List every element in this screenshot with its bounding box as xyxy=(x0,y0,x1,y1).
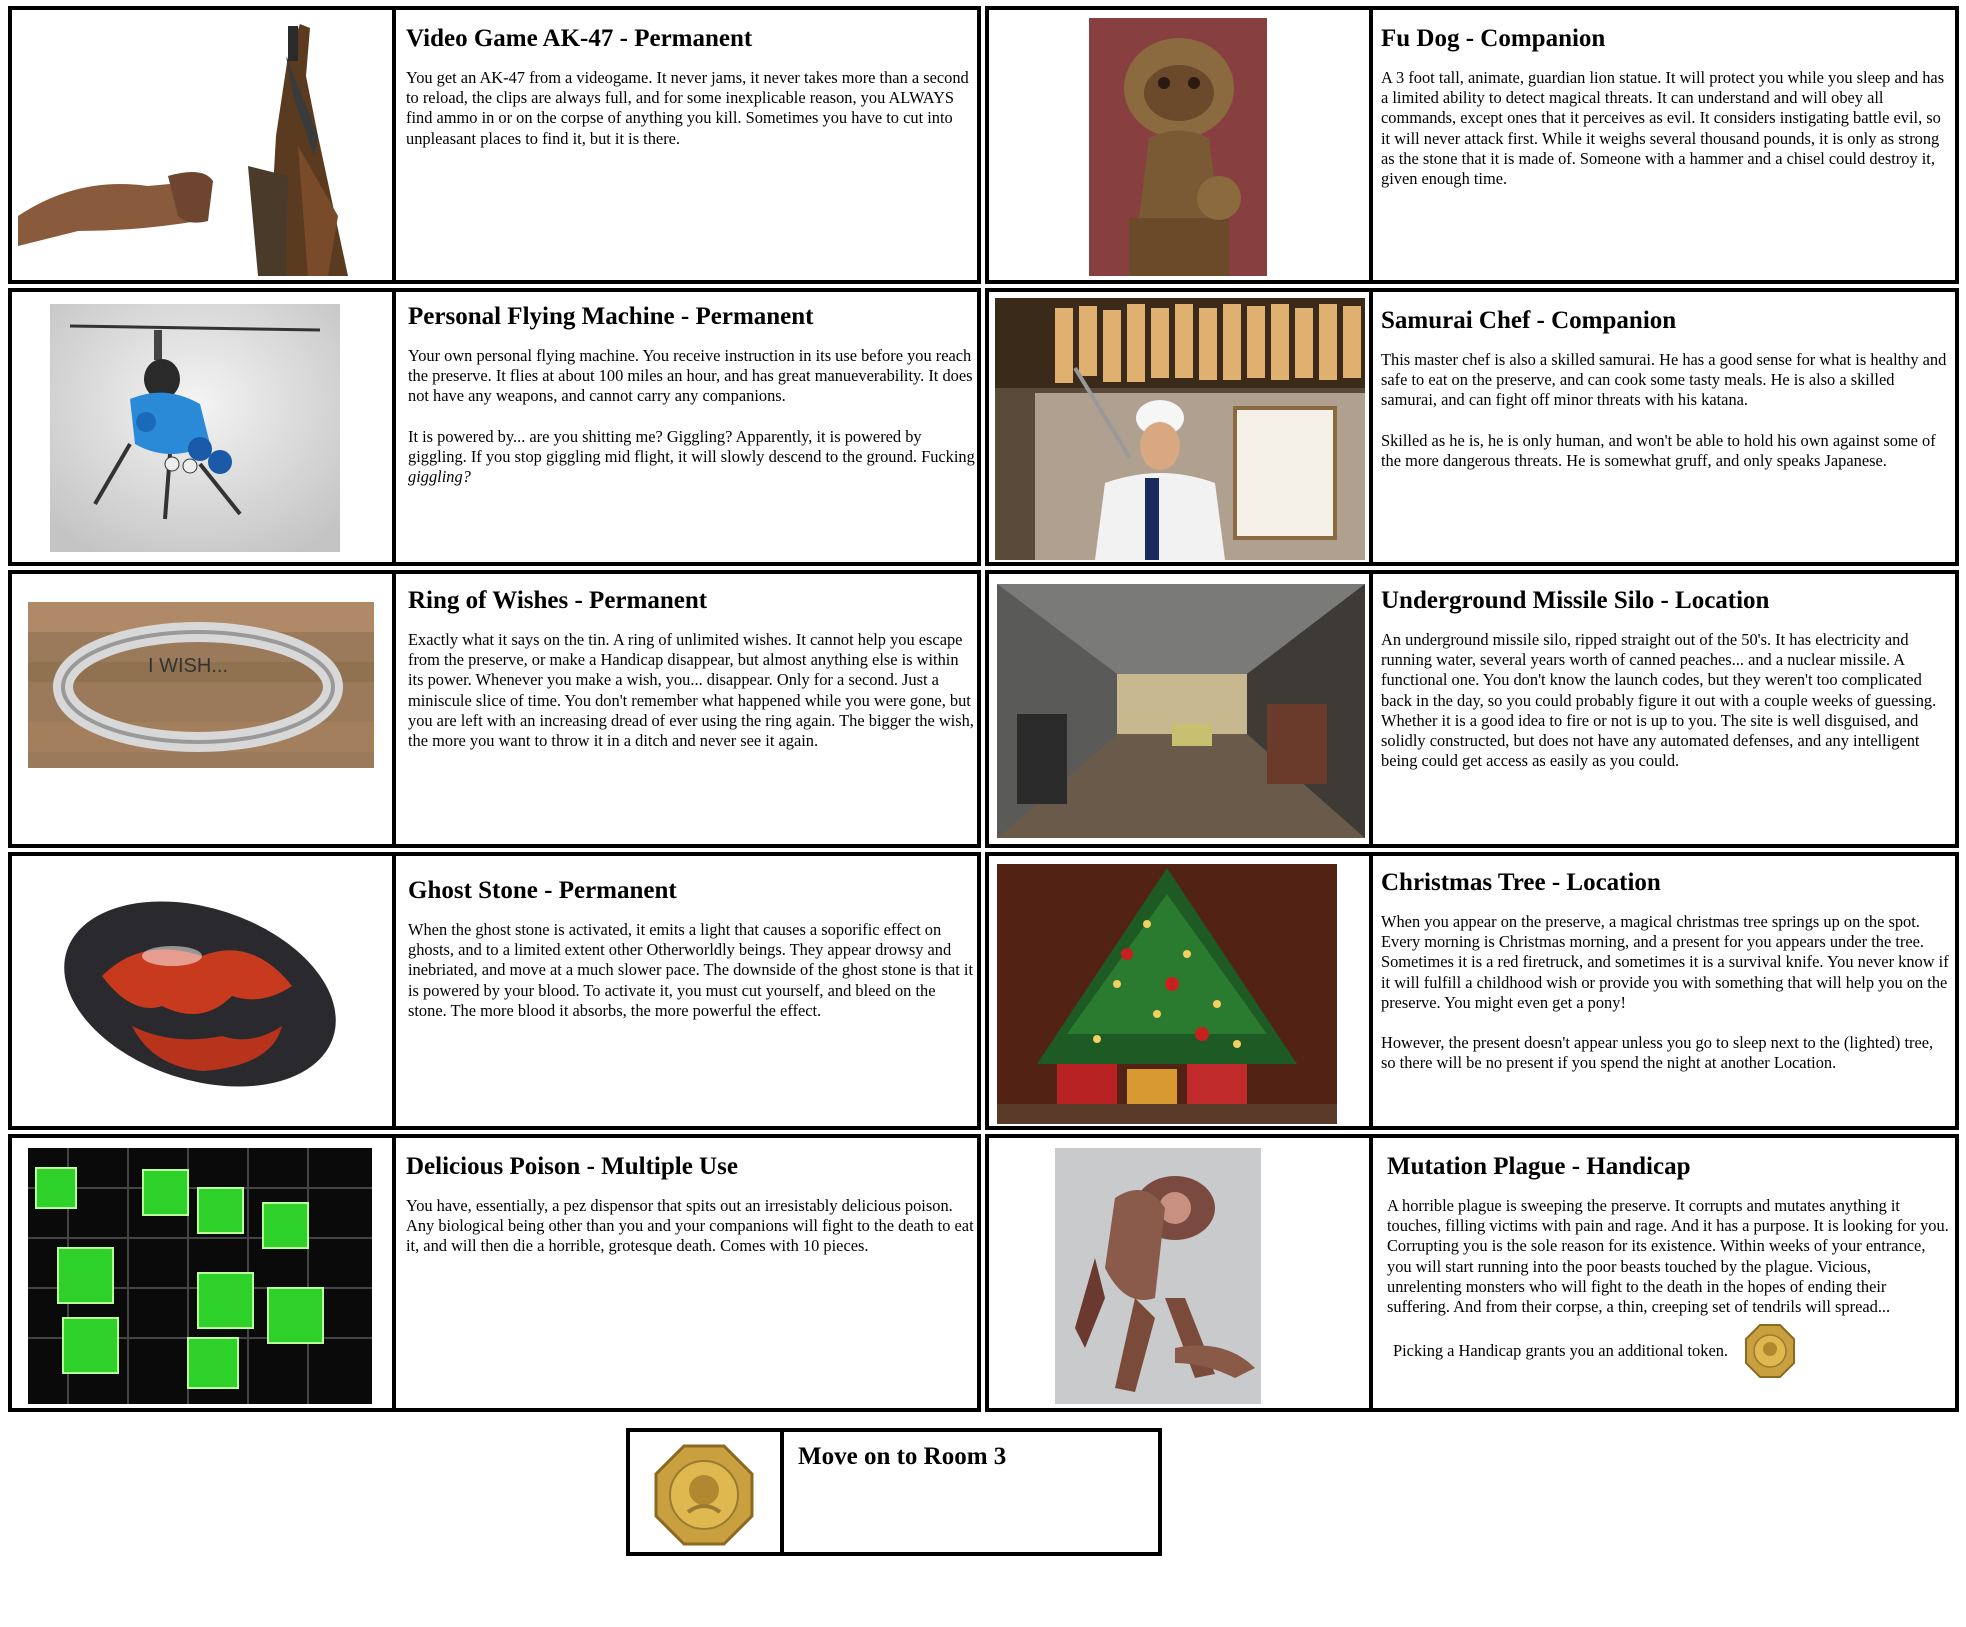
card-title: Video Game AK-47 - Permanent xyxy=(406,25,753,52)
card-ghost-stone[interactable] xyxy=(8,852,981,1130)
card-samurai-chef[interactable] xyxy=(985,288,1959,566)
flying-machine-icon xyxy=(50,304,340,552)
ghost-stone-icon xyxy=(52,896,348,1092)
card-text xyxy=(408,586,978,751)
card-title: Fu Dog - Companion xyxy=(1381,25,1606,52)
gold-coin-icon xyxy=(1744,1323,1796,1379)
ak47-rifle-icon xyxy=(18,16,386,276)
card-text xyxy=(408,302,978,487)
card-image xyxy=(1055,1148,1261,1404)
card-text xyxy=(408,876,978,1021)
card-image xyxy=(52,896,348,1092)
card-image xyxy=(18,16,386,276)
card-image xyxy=(997,864,1337,1124)
card-title: Samurai Chef - Companion xyxy=(1381,307,1677,334)
green-cubes-icon xyxy=(28,1148,372,1404)
missile-silo-icon xyxy=(997,584,1365,838)
card-title: Christmas Tree - Location xyxy=(1381,869,1661,896)
samurai-chef-icon xyxy=(995,298,1365,560)
card-description: A 3 foot tall, animate, guardian lion statue. It will protect you while you sleep and has a limited ability to detect magical threats. It can understand and will obey all commands, except ones that it perceives as evil. It considers instigating battle evil, so it will never attack first. While it weighs several thousand pounds, it is only as strong as the stone that it is made of. Someone with a hammer and a chisel could destroy it, given enough time. xyxy=(1381,68,1945,189)
mutant-creature-icon xyxy=(1055,1148,1261,1404)
card-image xyxy=(997,584,1365,838)
card-text xyxy=(406,1152,978,1257)
card-description: A horrible plague is sweeping the preserve. It corrupts and mutates anything it touches, filling victims with pain and rage. And it has a purpose. It is looking for you. Corrupting you is the sole reason for its existence. Within weeks of your entrance, you will start running into the poor beasts touched by the plague. Vicious, unrelenting monsters who will fight to the death in the hopes of ending their suffering. And from their corpse, a thin, creeping set of tendrils will spread... xyxy=(1387,1196,1949,1317)
card-text xyxy=(1387,1152,1949,1379)
lion-statue-icon xyxy=(1089,18,1267,276)
card-text xyxy=(1381,868,1949,1073)
card-text xyxy=(1381,24,1949,189)
card-title: Delicious Poison - Multiple Use xyxy=(406,1153,738,1180)
ring-engraving: I WISH... xyxy=(148,655,228,677)
card-image xyxy=(28,1148,372,1404)
card-mutation-plague[interactable] xyxy=(985,1134,1959,1412)
wish-ring-icon xyxy=(28,602,374,768)
card-title: Underground Missile Silo - Location xyxy=(1381,587,1770,614)
card-title: Personal Flying Machine - Permanent xyxy=(408,303,814,330)
card-description: When the ghost stone is activated, it emits a light that causes a soporific effect on ghosts, and to a limited extent other Otherworldly beings. They appear drowsy and inebriated, and move at a much slower pace. The downside of the ghost stone is that it is powered by your blood. To activate it, you must cut yourself, and bleed on the stone. The more blood it absorbs, the more powerful the effect. xyxy=(408,920,974,1020)
card-ak47[interactable] xyxy=(8,6,981,284)
card-ring-of-wishes[interactable] xyxy=(8,570,981,848)
card-christmas-tree[interactable] xyxy=(985,852,1959,1130)
footer-image xyxy=(652,1442,756,1548)
token-note xyxy=(1387,1323,1949,1379)
card-description: An underground missile silo, ripped straight out of the 50's. It has electricity and running water, several years worth of canned peaches... and a nuclear missile. A functional one. You don't know the launch codes, but they weren't too complicated back in the day, so you could probably figure it out with a couple weeks of guessing. Whether it is a good idea to fire or not is up to you. The site is well disguised, and solidly constructed, but does not have any automated defenses, and any intelligent being could get access as easily as you could. xyxy=(1381,630,1937,771)
gold-coin-icon xyxy=(652,1442,756,1548)
christmas-tree-icon xyxy=(997,864,1337,1124)
card-missile-silo[interactable] xyxy=(985,570,1959,848)
card-image xyxy=(995,298,1365,560)
card-description: Exactly what it says on the tin. A ring of unlimited wishes. It cannot help you escape from the preserve, or make a Handicap disappear, but almost anything else is within its power. Whenever you make a wish, you... disappear. Only for a second. Just a miniscule slice of time. You don't remember what happened while you were gone, but you are left with an increasing dread of ever using the ring again. The bigger the wish, the more you want to throw it in a ditch and never see it again. xyxy=(408,630,974,751)
card-flying-machine[interactable] xyxy=(8,288,981,566)
card-description: You have, essentially, a pez dispensor that spits out an irresistably delicious poison. Any biological being other than you and your companions will fight to the death to eat it, and will then die a horrible, grotesque death. Comes with 10 pieces. xyxy=(406,1196,974,1256)
card-title: Ghost Stone - Permanent xyxy=(408,877,677,904)
footer-text xyxy=(798,1442,1148,1486)
card-title: Mutation Plague - Handicap xyxy=(1387,1153,1691,1180)
card-fu-dog[interactable] xyxy=(985,6,1959,284)
card-description: This master chef is also a skilled samurai. He has a good sense for what is healthy and safe to eat on the preserve, and can cook some tasty meals. He is also a skilled samurai, and can fight off minor threats with his katana. Skilled as he is, he is only human, and won't be able to hold his own against some of the more dangerous threats. He is somewhat gruff, and only speaks Japanese. xyxy=(1381,350,1947,470)
card-title: Ring of Wishes - Permanent xyxy=(408,587,708,614)
card-image xyxy=(50,304,340,552)
move-on-room-3-card[interactable] xyxy=(626,1428,1162,1556)
card-text xyxy=(1381,586,1949,771)
token-note-text: Picking a Handicap grants you an additional token. xyxy=(1393,1341,1729,1361)
card-text xyxy=(406,24,978,149)
footer-title: Move on to Room 3 xyxy=(798,1443,1007,1470)
card-description: You get an AK-47 from a videogame. It never jams, it never takes more than a second to reload, the clips are always full, and for some inexplicable reason, you ALWAYS find ammo in or on the corpse of anything you kill. Sometimes you have to cut into unpleasant places to find it, but it is there. xyxy=(406,68,969,148)
card-text xyxy=(1381,306,1949,471)
card-image xyxy=(1089,18,1267,276)
card-description: Your own personal flying machine. You receive instruction in its use before you reach the preserve. It flies at about 100 miles an hour, and has great manueverability. It does not have any weapons, and cannot carry any companions. It is powered by... are you shitting me? Giggling? Apparently, it is powered by giggling. If you stop giggling mid flight, it will slowly descend to the ground. Fucking giggling? xyxy=(408,346,975,487)
card-image xyxy=(28,602,374,768)
card-delicious-poison[interactable] xyxy=(8,1134,981,1412)
card-description: When you appear on the preserve, a magical christmas tree springs up on the spot. Every morning is Christmas morning, and a present for you appears under the tree. Sometimes it is a red firetruck, and sometimes it is a survival knife. You never know if it will fulfill a childhood wish or provide you with something that will help you on the preserve. You might even get a pony! However, the present doesn't appear unless you go to sleep next to the (lighted) tree, so there will be no present if you spend the night at another Location. xyxy=(1381,912,1949,1073)
